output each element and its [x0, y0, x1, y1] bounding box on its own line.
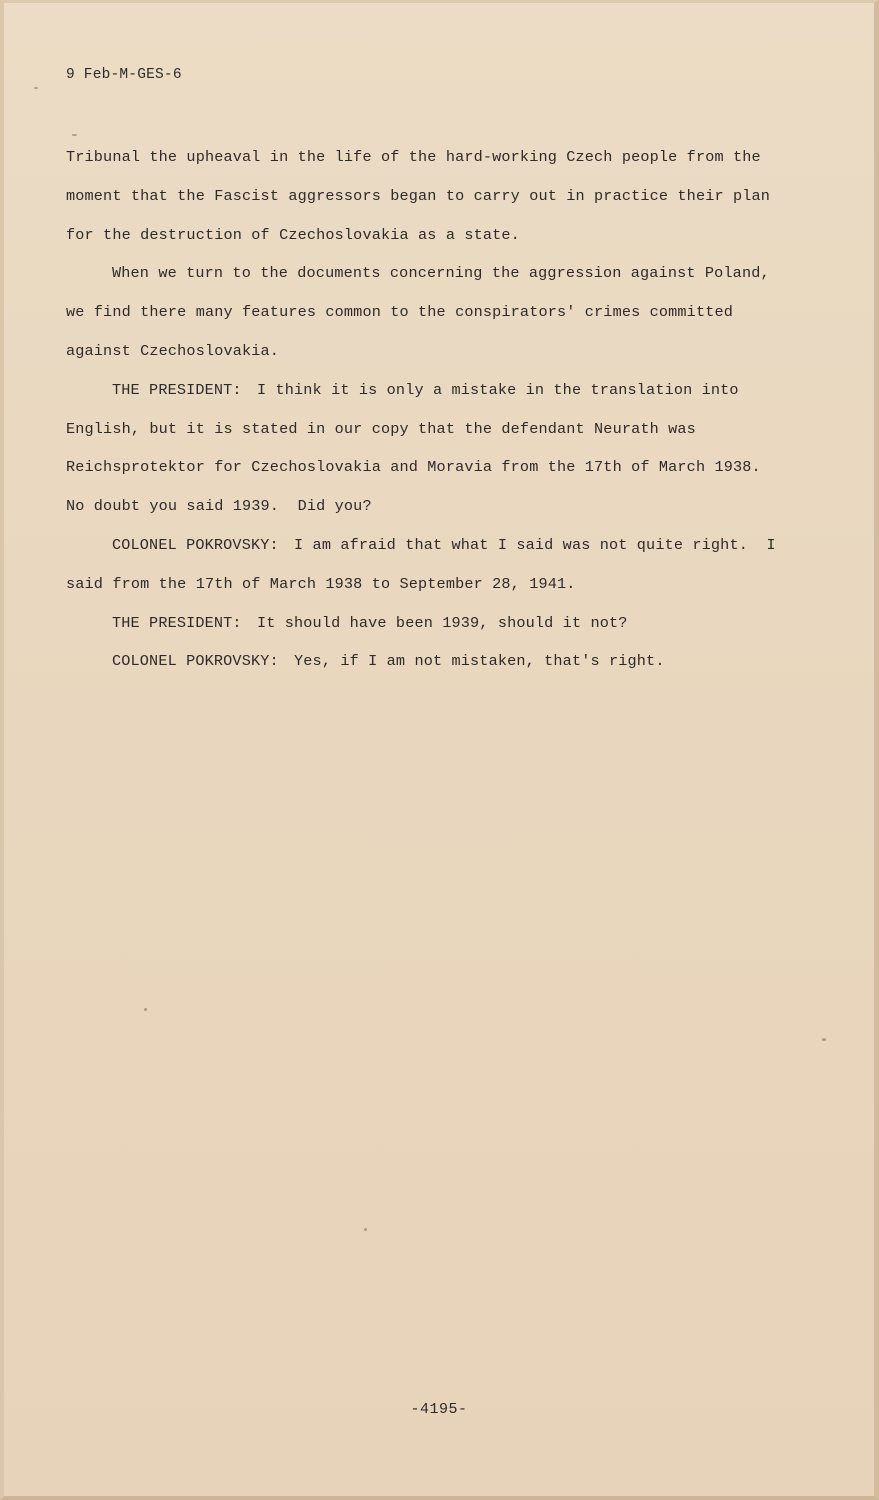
- line-text: we find there many features common to the conspirators' crimes committed: [66, 303, 734, 322]
- page-number: -4195-: [410, 1401, 468, 1418]
- line-text: I am afraid that what I said was not quite right. I: [294, 535, 776, 554]
- transcript-line: [66, 453, 826, 492]
- transcript-line: [66, 376, 826, 415]
- transcript-line: [66, 298, 826, 337]
- transcript-line: [66, 415, 826, 454]
- paper-speck: [822, 1038, 826, 1041]
- paper-speck: [144, 1008, 147, 1011]
- document-header-code: 9 Feb-M-GES-6: [66, 67, 182, 83]
- transcript-line: [66, 337, 826, 376]
- speaker-label: THE PRESIDENT:: [112, 613, 242, 632]
- speaker-label: THE PRESIDENT:: [112, 380, 242, 399]
- transcript-line: [66, 259, 826, 298]
- paper-speck: [72, 134, 77, 136]
- transcript-line: [66, 647, 826, 686]
- line-text: When we turn to the documents concerning the aggression against Poland,: [112, 264, 770, 283]
- line-text: Tribunal the upheaval in the life of the hard-working Czech people from the: [66, 148, 761, 166]
- paper-speck: [364, 1228, 367, 1231]
- transcript-line: [66, 531, 826, 570]
- speaker-label: COLONEL POKROVSKY:: [112, 652, 279, 671]
- speaker-label: COLONEL POKROVSKY:: [112, 535, 279, 554]
- transcript-body: [66, 143, 826, 686]
- paper-speck: [34, 87, 38, 89]
- line-text: against Czechoslovakia.: [66, 341, 280, 360]
- transcript-line: [66, 492, 826, 531]
- line-text: It should have been 1939, should it not?: [256, 613, 628, 632]
- transcript-line: [66, 609, 826, 648]
- line-text: English, but it is stated in our copy that the defendant Neurath was: [66, 419, 696, 438]
- line-text: No doubt you said 1939. Did you?: [66, 497, 372, 516]
- transcript-line: [66, 221, 826, 260]
- line-text: I think it is only a mistake in the translation into: [256, 380, 739, 399]
- line-text: Reichsprotektor for Czechoslovakia and Moravia from the 17th of March 1938.: [66, 458, 761, 477]
- line-text: moment that the Fascist aggressors began to carry out in practice their plan: [66, 186, 771, 205]
- line-text: Yes, if I am not mistaken, that's right.: [294, 652, 665, 671]
- transcript-line: [66, 182, 826, 221]
- line-text: said from the 17th of March 1938 to September 28, 1941.: [66, 574, 576, 593]
- line-text: for the destruction of Czechoslovakia as a state.: [66, 225, 520, 244]
- transcript-line: [66, 143, 826, 182]
- transcript-line: [66, 570, 826, 609]
